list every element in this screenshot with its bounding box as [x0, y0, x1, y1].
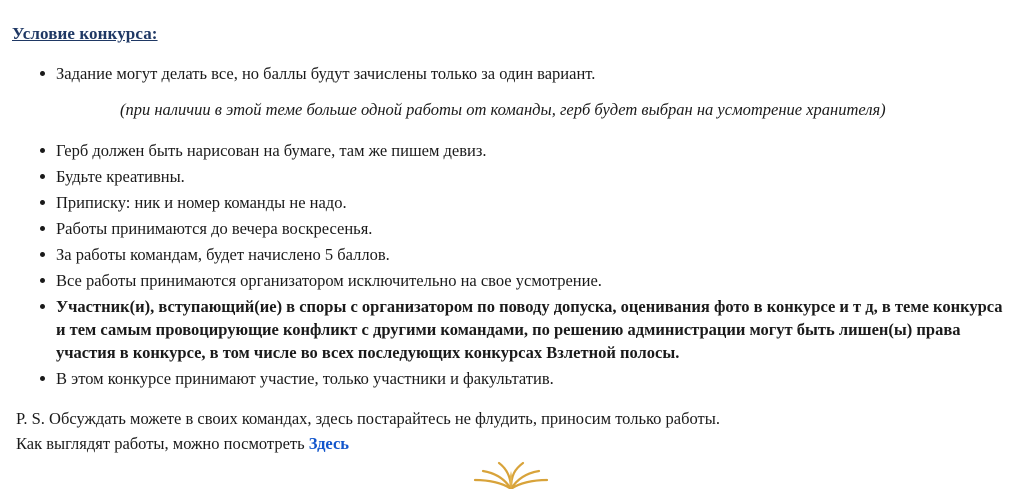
list-item: Работы принимаются до вечера воскресенья.	[12, 217, 1004, 240]
list-item: За работы командам, будет начислено 5 баллов.	[12, 243, 1004, 266]
postscript-text: P. S. Обсуждать можете в своих командах, здесь постарайтесь не флудить, приносим только работы.	[16, 409, 720, 428]
list-item: Герб должен быть нарисован на бумаге, там же пишем девиз.	[12, 139, 1004, 162]
list-item: Все работы принимаются организатором исключительно на свое усмотрение.	[12, 269, 1004, 292]
condition-list-group-2	[12, 139, 1004, 390]
list-item: Задание могут делать все, но баллы будут зачислены только за один вариант.	[12, 62, 1004, 85]
list-item: Приписку: ник и номер команды не надо.	[12, 191, 1004, 214]
view-works-link[interactable]: Здесь	[308, 434, 349, 453]
note-paragraph: (при наличии в этой теме больше одной работы от команды, герб будет выбран на усмотрение хранителя)	[120, 100, 886, 119]
closing-line	[16, 431, 1004, 456]
list-item-warning: Участник(и), вступающий(ие) в споры с организатором по поводу допуска, оценивания фото в конкурсе и т д, в теме конкурса и тем самым провоцирующие конфликт с другими командами, по решению администрации могут быть лишен(ы) права участия в конкурсе, в том числе во всех последующих конкурсах Взлетной полосы.	[12, 295, 1004, 364]
condition-list-group-1	[12, 62, 1004, 85]
closing-block	[12, 406, 1004, 456]
list-item: Будьте креативны.	[12, 165, 1004, 188]
page-title: Условие конкурса:	[12, 24, 158, 43]
list-item: В этом конкурсе принимают участие, только участники и факультатив.	[12, 367, 1004, 390]
gold-ornament-image	[0, 455, 1022, 489]
closing-text: Как выглядят работы, можно посмотреть	[16, 434, 309, 453]
